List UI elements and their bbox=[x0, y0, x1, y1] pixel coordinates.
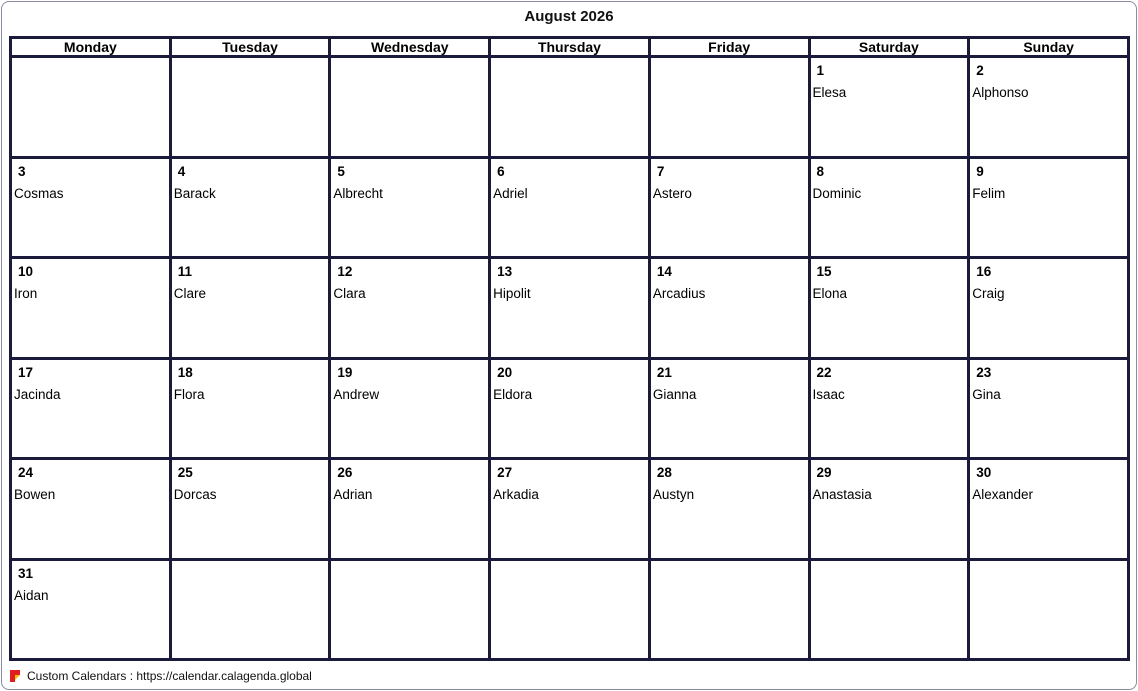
day-cell bbox=[649, 258, 809, 359]
day-name-label: Albrecht bbox=[333, 185, 383, 201]
day-number: 8 bbox=[816, 163, 825, 179]
day-name-label: Arkadia bbox=[493, 487, 539, 502]
day-name-label: Craig bbox=[972, 286, 1005, 301]
day-name-label: Barack bbox=[173, 185, 216, 201]
week-row bbox=[11, 559, 1129, 660]
weekday-header: Thursday bbox=[490, 38, 650, 57]
day-number: 6 bbox=[497, 163, 505, 179]
day-cell bbox=[969, 157, 1129, 258]
weekday-header: Tuesday bbox=[170, 38, 330, 57]
day-cell bbox=[330, 157, 490, 258]
day-number: 10 bbox=[18, 264, 34, 279]
day-number: 29 bbox=[816, 465, 832, 480]
weekday-header: Monday bbox=[11, 38, 171, 57]
day-name-label: Iron bbox=[14, 286, 38, 301]
day-cell bbox=[809, 258, 969, 359]
day-name-label: Felim bbox=[972, 185, 1006, 201]
day-number: 12 bbox=[337, 264, 353, 279]
calendar-body bbox=[11, 57, 1129, 660]
day-cell bbox=[649, 559, 809, 660]
day-cell bbox=[330, 358, 490, 459]
day-number: 2 bbox=[976, 63, 984, 78]
day-cell bbox=[490, 559, 650, 660]
day-number: 27 bbox=[497, 465, 513, 480]
day-cell bbox=[170, 157, 330, 258]
day-number: 1 bbox=[816, 63, 825, 78]
day-number: 30 bbox=[976, 465, 992, 480]
day-cell bbox=[809, 459, 969, 560]
day-number: 3 bbox=[18, 163, 26, 179]
day-number: 21 bbox=[656, 364, 672, 380]
day-name-label: Astero bbox=[652, 185, 692, 201]
day-cell bbox=[809, 559, 969, 660]
day-name-label: Elona bbox=[812, 286, 848, 301]
day-cell bbox=[649, 459, 809, 560]
calendar-grid bbox=[9, 36, 1130, 661]
day-name-label: Adriel bbox=[493, 185, 528, 201]
day-name-label: Anastasia bbox=[812, 487, 872, 502]
day-cell bbox=[649, 157, 809, 258]
week-row bbox=[11, 459, 1129, 560]
day-name-label: Austyn bbox=[652, 487, 695, 502]
weekday-header: Sunday bbox=[969, 38, 1129, 57]
day-name-label: Eldora bbox=[493, 386, 533, 402]
weekday-header-row bbox=[11, 38, 1129, 57]
day-cell bbox=[649, 57, 809, 158]
day-number: 7 bbox=[656, 163, 665, 179]
day-cell bbox=[649, 358, 809, 459]
day-number: 18 bbox=[177, 364, 193, 380]
day-number: 28 bbox=[656, 465, 672, 480]
calendar-logo-icon bbox=[9, 669, 22, 683]
week-row bbox=[11, 358, 1129, 459]
day-number: 23 bbox=[976, 364, 992, 380]
day-cell bbox=[11, 258, 171, 359]
day-cell bbox=[809, 358, 969, 459]
day-cell bbox=[11, 459, 171, 560]
day-cell bbox=[330, 559, 490, 660]
day-name-label: Dorcas bbox=[173, 487, 217, 502]
day-name-label: Gianna bbox=[652, 386, 697, 402]
day-number: 5 bbox=[337, 163, 345, 179]
day-number: 11 bbox=[177, 264, 192, 279]
day-number: 16 bbox=[976, 264, 992, 279]
day-number: 15 bbox=[816, 264, 832, 279]
day-name-label: Clare bbox=[173, 286, 206, 301]
weekday-header: Saturday bbox=[809, 38, 969, 57]
day-name-label: Dominic bbox=[812, 185, 862, 201]
day-cell bbox=[330, 57, 490, 158]
day-cell bbox=[330, 459, 490, 560]
day-cell bbox=[969, 559, 1129, 660]
day-name-label: Gina bbox=[972, 386, 1001, 402]
day-number: 17 bbox=[18, 364, 34, 380]
day-cell bbox=[490, 358, 650, 459]
day-number: 22 bbox=[816, 364, 832, 380]
day-name-label: Arcadius bbox=[652, 286, 706, 301]
day-cell bbox=[490, 157, 650, 258]
page-title: August 2026 bbox=[524, 8, 614, 25]
day-cell bbox=[170, 559, 330, 660]
day-cell bbox=[809, 57, 969, 158]
day-cell bbox=[490, 459, 650, 560]
day-cell bbox=[969, 459, 1129, 560]
day-cell bbox=[490, 57, 650, 158]
day-number: 19 bbox=[337, 364, 353, 380]
day-number: 9 bbox=[976, 163, 984, 179]
day-cell bbox=[170, 459, 330, 560]
day-cell bbox=[490, 258, 650, 359]
day-number: 25 bbox=[177, 465, 193, 480]
week-row bbox=[11, 157, 1129, 258]
day-number: 13 bbox=[497, 264, 513, 279]
footer bbox=[9, 667, 312, 685]
weekday-header: Friday bbox=[649, 38, 809, 57]
footer-text: Custom Calendars : https://calendar.calagenda.global bbox=[27, 669, 312, 683]
day-name-label: Aidan bbox=[14, 587, 49, 603]
day-cell bbox=[969, 57, 1129, 158]
day-cell bbox=[11, 358, 171, 459]
day-cell bbox=[11, 157, 171, 258]
day-number: 14 bbox=[656, 264, 672, 279]
day-number: 26 bbox=[337, 465, 353, 480]
day-name-label: Alphonso bbox=[972, 85, 1029, 100]
week-row bbox=[11, 57, 1129, 158]
day-cell bbox=[170, 358, 330, 459]
day-name-label: Andrew bbox=[333, 386, 380, 402]
day-name-label: Cosmas bbox=[14, 185, 64, 201]
week-row bbox=[11, 258, 1129, 359]
day-name-label: Bowen bbox=[14, 487, 56, 502]
day-name-label: Hipolit bbox=[493, 286, 531, 301]
day-name-label: Isaac bbox=[812, 386, 845, 402]
day-number: 4 bbox=[177, 163, 186, 179]
day-number: 24 bbox=[18, 465, 34, 480]
day-cell bbox=[11, 559, 171, 660]
day-number: 31 bbox=[18, 565, 34, 581]
day-cell bbox=[330, 258, 490, 359]
weekday-header: Wednesday bbox=[330, 38, 490, 57]
day-name-label: Jacinda bbox=[14, 386, 61, 402]
day-cell bbox=[11, 57, 171, 158]
day-cell bbox=[969, 258, 1129, 359]
day-name-label: Elesa bbox=[812, 85, 847, 100]
day-cell bbox=[170, 57, 330, 158]
day-name-label: Clara bbox=[333, 286, 366, 301]
day-cell bbox=[809, 157, 969, 258]
day-name-label: Flora bbox=[173, 386, 205, 402]
day-cell bbox=[170, 258, 330, 359]
day-cell bbox=[969, 358, 1129, 459]
day-name-label: Adrian bbox=[333, 487, 373, 502]
day-name-label: Alexander bbox=[972, 487, 1034, 502]
day-number: 20 bbox=[497, 364, 513, 380]
